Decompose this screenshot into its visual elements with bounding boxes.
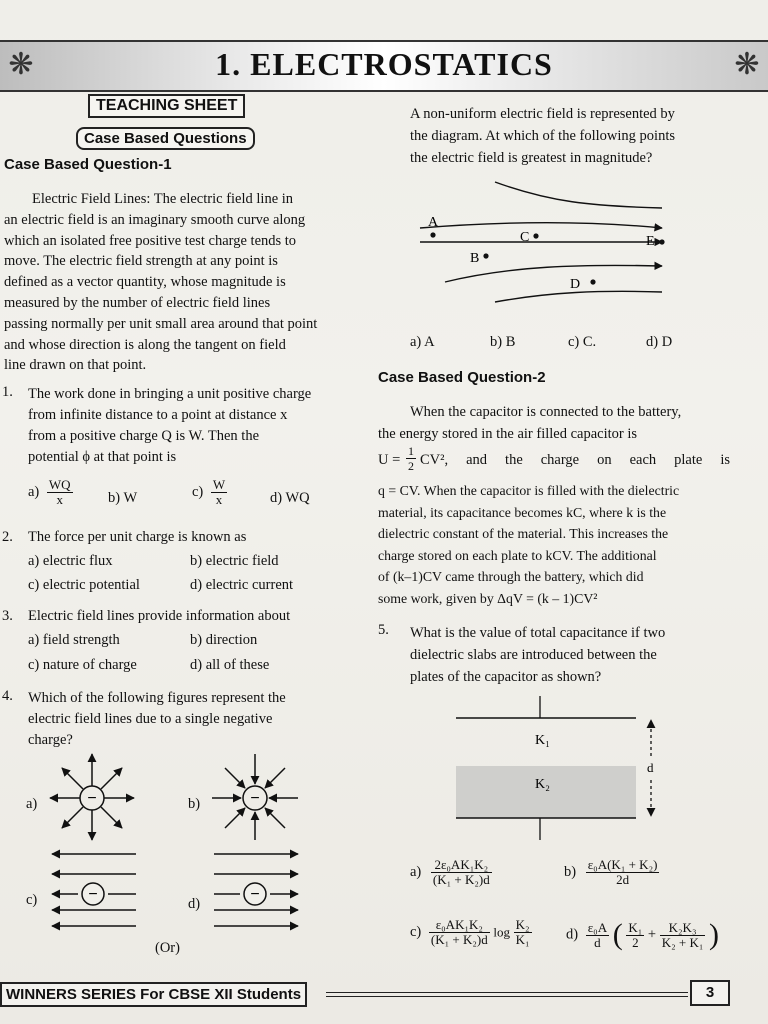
q2-option-a: a) electric flux	[28, 553, 113, 569]
para-line: move. The electric field strength at any point is	[4, 253, 278, 270]
q1-option-d: d) WQ	[270, 490, 310, 506]
q4-line: Which of the following figures represent the	[28, 690, 286, 706]
q1a-denominator: x	[56, 492, 63, 507]
field-question-intro	[410, 103, 734, 169]
q4-or-label: (Or)	[155, 940, 180, 956]
q5-line: plates of the capacitor as shown?	[410, 669, 602, 685]
q5d-term2-denominator: K₂ + K₁	[661, 934, 704, 950]
k1-label: K₁	[535, 733, 550, 748]
q1-option-c	[192, 478, 227, 507]
q4-line: electric field lines due to a single negative	[28, 711, 273, 727]
option-label: d)	[566, 926, 579, 943]
figure-b-radial-inward	[212, 754, 298, 840]
para-line: measured by the number of electric field lines	[4, 294, 271, 311]
q3-option-a: a) field strength	[28, 632, 120, 648]
cbq2-line: of (k–1)CV came through the battery, which did	[378, 569, 644, 584]
para-line: and whose direction is along the tangent on field	[4, 336, 286, 353]
q1-line: from a positive charge Q is W. Then the	[28, 428, 260, 444]
q1-text	[28, 384, 354, 468]
half-denominator: 2	[408, 459, 414, 473]
charge-sign: −	[250, 886, 260, 903]
q1-number: 1.	[2, 384, 13, 400]
para-line: an electric field is an imaginary smooth curve along	[4, 211, 306, 228]
cbq2-line: material, its capacitance becomes kC, where k is the	[378, 504, 667, 520]
charge-sign: −	[87, 790, 97, 807]
option-label: a)	[410, 864, 422, 880]
q2-option-c: c) electric potential	[28, 577, 140, 593]
q5-text	[410, 622, 732, 688]
q5-line: dielectric slabs are introduced between the	[410, 647, 657, 663]
para-line: line drawn on that point.	[4, 357, 147, 374]
q2-option-d: d) electric current	[190, 577, 294, 593]
para-line: defined as a vector quantity, whose magnitude is	[4, 274, 286, 291]
cbq2-line: dielectric constant of the material. This increases the	[378, 526, 669, 541]
energy-cv2: CV², and the charge on each plate is	[420, 452, 730, 468]
nonuniform-field-diagram	[400, 170, 740, 330]
cbq1-paragraph	[4, 189, 354, 376]
q5b-denominator: 2d	[616, 872, 630, 887]
cbq2-line: q = CV. When the capacitor is filled with the dielectric	[378, 483, 680, 498]
cbq2-line: When the capacitor is connected to the battery,	[410, 404, 682, 420]
case-based-questions-label: Case Based Questions	[76, 127, 255, 150]
q4-option-c-label: c)	[26, 892, 38, 908]
cbq2-line: the energy stored in the air filled capacitor is	[378, 425, 638, 442]
charge-sign: −	[88, 886, 98, 903]
q4-option-a-label: a)	[26, 796, 38, 812]
cbq2-line: charge stored on each plate to kCV. The additional	[378, 547, 657, 563]
option-label: c)	[192, 483, 204, 500]
q3-number: 3.	[2, 608, 13, 624]
q5c-denominator: (K₁ + K₂)d	[430, 932, 488, 947]
charge-sign: −	[250, 790, 260, 807]
cbq2-energy-line	[378, 446, 730, 474]
q5d-numerator: ε₀A	[587, 919, 608, 935]
q5a-numerator: 2ε₀AK₁K₂	[431, 858, 492, 873]
q5c-log-numerator: K₂	[515, 917, 530, 932]
series-label: WINNERS SERIES For CBSE XII Students	[0, 982, 307, 1007]
cbq2-paragraph-rest	[378, 480, 730, 609]
paren-close: )	[709, 918, 720, 951]
q5-option-d	[566, 918, 719, 952]
capacitor-slab-diagram	[440, 696, 680, 846]
q5-line: What is the value of total capacitance if two	[410, 625, 666, 641]
energy-u: U =	[378, 452, 401, 468]
point-d-label: D	[570, 277, 581, 292]
point-e-label: E	[646, 234, 655, 249]
page-footer	[0, 980, 768, 1008]
half-numerator: 1	[408, 444, 414, 458]
q4-option-b-label: b)	[188, 796, 201, 812]
q1-option-a	[28, 478, 73, 507]
cbq2-paragraph	[378, 402, 730, 445]
field-option-a: a) A	[410, 334, 435, 350]
q1-line: from infinite distance to a point at distance x	[28, 407, 288, 423]
chapter-banner	[0, 40, 768, 92]
q1-line: The work done in bringing a unit positive charge	[28, 386, 312, 402]
q4-line: charge?	[28, 732, 73, 748]
cbq1-heading: Case Based Question-1	[4, 156, 172, 173]
para-line: which an isolated free positive test charge tends to	[4, 232, 297, 249]
log-text: log	[493, 924, 510, 940]
ornament-right-icon: ❋	[734, 47, 760, 82]
q1c-denominator: x	[215, 492, 223, 507]
q5d-denominator: d	[594, 934, 601, 950]
q1a-numerator: WQ	[48, 477, 71, 492]
point-a-label: A	[428, 215, 439, 230]
q5a-denominator: (K₁ + K₂)d	[432, 872, 490, 887]
q1-line: potential ϕ at that point is	[28, 449, 177, 465]
q4-number: 4.	[2, 688, 13, 704]
option-label: c)	[410, 924, 422, 940]
q1c-numerator: W	[212, 477, 226, 492]
para-line: Electric Field Lines: The electric field line in	[32, 191, 294, 207]
ornament-left-icon: ❋	[8, 47, 34, 82]
q2-number: 2.	[2, 529, 13, 545]
q1-option-b: b) W	[108, 490, 138, 506]
figure-a-radial-outward	[50, 754, 134, 840]
page-number: 3	[690, 980, 730, 1006]
footer-rule	[326, 992, 688, 997]
figure-c-parallel-left	[52, 854, 136, 926]
d-label: d	[647, 760, 654, 775]
plus-sign: +	[647, 926, 657, 943]
q5-option-c	[410, 918, 532, 947]
q2-option-b: b) electric field	[190, 553, 279, 569]
field-option-d: d) D	[646, 334, 673, 350]
figure-d-parallel-right	[214, 854, 298, 926]
q5c-log-denominator: K₁	[515, 932, 530, 947]
paren-open: (	[612, 918, 623, 951]
q3-text: Electric field lines provide information about	[28, 608, 291, 624]
option-label: b)	[564, 864, 577, 880]
q5d-term1-denominator: 2	[632, 934, 639, 950]
intro-line: the electric field is greatest in magnitude?	[410, 150, 653, 166]
point-c-label: C	[520, 230, 530, 245]
q2-text: The force per unit charge is known as	[28, 529, 247, 545]
cbq2-line: some work, given by ΔqV = (k – 1)CV²	[378, 590, 598, 606]
q3-option-b: b) direction	[190, 632, 258, 648]
intro-line: A non-uniform electric field is represented by	[410, 106, 675, 122]
q3-option-c: c) nature of charge	[28, 657, 137, 673]
point-b-label: B	[470, 251, 480, 266]
q5b-numerator: ε₀A(K₁ + K₂)	[587, 857, 658, 872]
q4-figures	[0, 740, 360, 940]
q4-option-d-label: d)	[188, 896, 201, 912]
teaching-sheet-label: TEACHING SHEET	[88, 94, 245, 118]
k2-label: K₂	[535, 777, 550, 792]
q5-number: 5.	[378, 622, 389, 638]
q5d-term1-numerator: K₁	[628, 919, 643, 935]
q5-option-b	[564, 858, 659, 887]
q5c-numerator: ε₀AK₁K₂	[429, 918, 490, 933]
field-option-b: b) B	[490, 334, 516, 350]
q5-option-a	[410, 858, 492, 887]
field-option-c: c) C.	[568, 334, 597, 350]
chapter-title: 1. ELECTROSTATICS	[215, 46, 553, 82]
para-line: passing normally per unit small area around that point	[4, 315, 318, 332]
q5d-term2-numerator: K₂K₃	[660, 921, 706, 936]
option-label: a)	[28, 483, 40, 500]
q3-option-d: d) all of these	[190, 657, 270, 673]
cbq2-heading: Case Based Question-2	[378, 369, 546, 386]
intro-line: the diagram. At which of the following points	[410, 128, 675, 144]
